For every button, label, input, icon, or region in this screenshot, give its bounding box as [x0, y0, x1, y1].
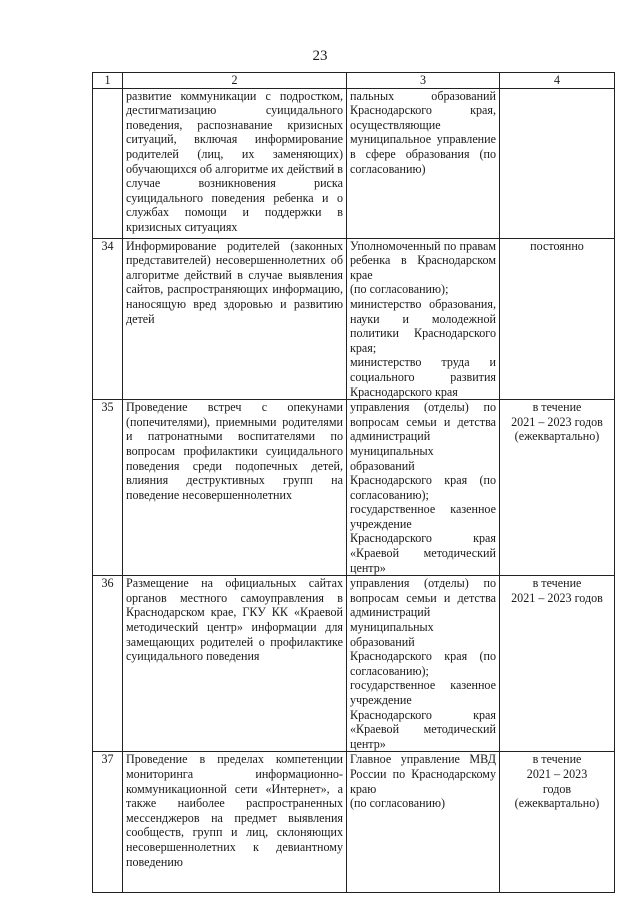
row-activity: Размещение на официальных сайтах органов местного самоуправления в Краснодарском крае, ГКУ КК «Краевой методический центр» информации для замещающих родителей о профилактике суицидального поведения	[123, 576, 347, 752]
row-number	[93, 88, 123, 238]
table-row	[93, 400, 615, 576]
row-responsible: управления (отделы) по вопросам семьи и детства администраций муниципальных образований Краснодарского края (по согласованию); государственное казенное учреждение Краснодарского края «Краевой методический центр»	[347, 576, 500, 752]
plan-table	[92, 72, 615, 893]
row-number: 34	[93, 238, 123, 400]
row-number: 35	[93, 400, 123, 576]
column-header-term: 4	[500, 73, 615, 89]
row-term: в течение 2021 – 2023 годов (ежеквартально)	[500, 752, 615, 893]
row-term: постоянно	[500, 238, 615, 400]
row-term: в течение 2021 – 2023 годов (ежеквартально)	[500, 400, 615, 576]
column-header-activity: 2	[123, 73, 347, 89]
table-row	[93, 752, 615, 893]
row-activity: Проведение встреч с опекунами (попечителями), приемными родителями и патронатными воспитателями по вопросам профилактики суицидального поведения среди подопечных детей, влияния деструктивных групп на поведение несовершеннолетних	[123, 400, 347, 576]
table-header-row	[93, 73, 615, 89]
row-responsible: управления (отделы) по вопросам семьи и детства администраций муниципальных образований Краснодарского края (по согласованию); государственное казенное учреждение Краснодарского края «Краевой методический центр»	[347, 400, 500, 576]
row-term	[500, 88, 615, 238]
row-number: 37	[93, 752, 123, 893]
table-row	[93, 576, 615, 752]
row-responsible: Уполномоченный по правам ребенка в Краснодарском крае (по согласованию); министерство образования, науки и молодежной политики Краснодарского края; министерство труда и социального развития Краснодарского края	[347, 238, 500, 400]
row-number: 36	[93, 576, 123, 752]
row-activity: Проведение в пределах компетенции мониторинга информационно-коммуникационной сети «Интернет», а также наиболее распространенных мессенджеров на предмет выявления сообществ, групп и лиц, склоняющих несовершеннолетних к девиантному поведению	[123, 752, 347, 893]
table-row-continuation	[93, 88, 615, 238]
row-responsible: пальных образований Краснодарского края, осуществляющие муниципальное управление в сфере образования (по согласованию)	[347, 88, 500, 238]
column-header-responsible: 3	[347, 73, 500, 89]
row-term: в течение 2021 – 2023 годов	[500, 576, 615, 752]
table-row	[93, 238, 615, 400]
page-number: 23	[312, 48, 328, 64]
row-activity: Информирование родителей (законных представителей) несовершеннолетних об алгоритме действий в случае выявления сайтов, распространяющих информацию, наносящую вред здоровью и развитию детей	[123, 238, 347, 400]
column-header-number: 1	[93, 73, 123, 89]
row-activity: развитие коммуникации с подростком, дестигматизацию суицидального поведения, распознавание кризисных ситуаций, включая информирование родителей (лиц, их заменяющих) обучающихся об алгоритме их действий в случае возникновения риска суицидального поведения ребенка и о службах помощи и поддержки в кризисных ситуациях	[123, 88, 347, 238]
row-responsible: Главное управление МВД России по Краснодарскому краю (по согласованию)	[347, 752, 500, 893]
